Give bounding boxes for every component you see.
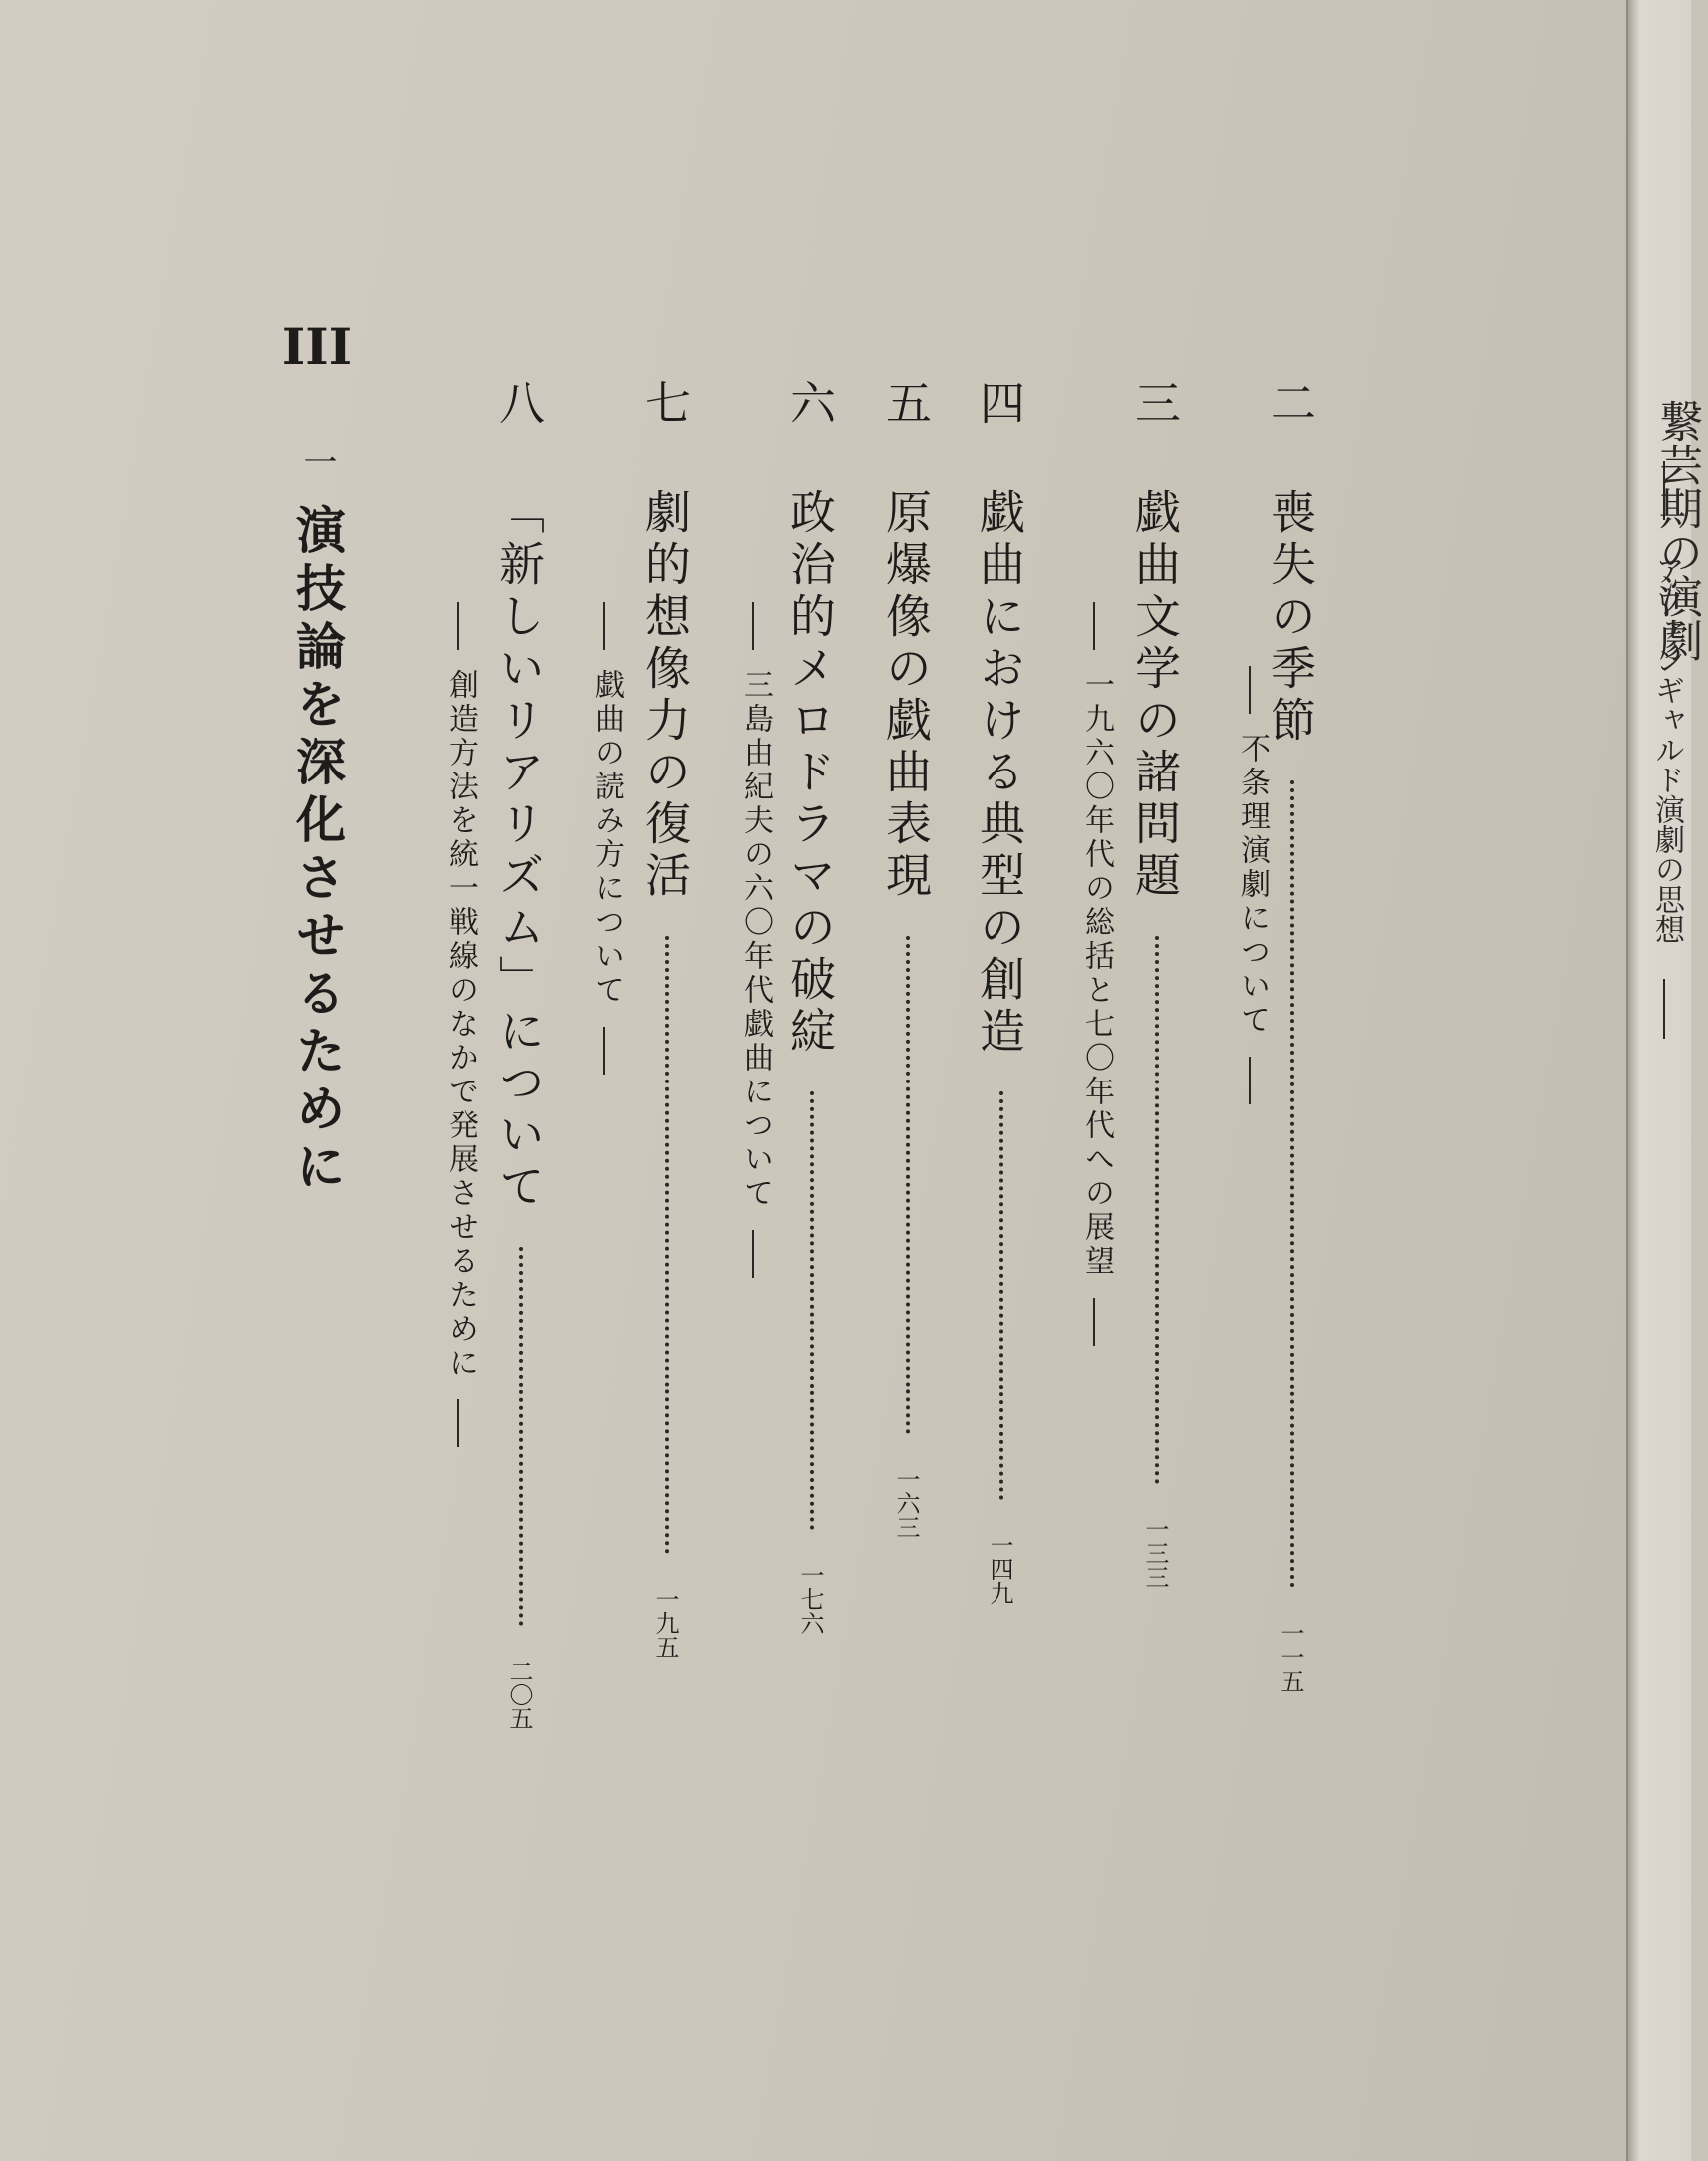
- entry-number: 六: [783, 379, 837, 425]
- entry-subtitle: 三島由紀夫の六〇年代戯曲について: [738, 669, 773, 1211]
- dash: [1249, 666, 1255, 714]
- leader-dots: [906, 936, 916, 1434]
- next-page-subtitle-text: アヴァンギャルド演劇の思想: [1649, 555, 1684, 944]
- entry-subtitle: 創造方法を統一戦線のなかで発展させるために: [443, 669, 478, 1381]
- dash: [1093, 602, 1099, 650]
- part-roman-numeral: III: [281, 317, 353, 376]
- page-number: 二〇五: [505, 1659, 533, 1730]
- toc-subtitle-8: [438, 602, 482, 1447]
- toc-subtitle-2: [1230, 666, 1274, 1104]
- toc-entry-6: [777, 379, 843, 1635]
- entry-title: 劇的想像力の復活: [638, 488, 692, 903]
- page-number: 一三三: [1141, 1517, 1169, 1589]
- part-title: 演技論を深化させるために: [288, 504, 347, 1198]
- dash: [752, 602, 758, 650]
- page-number: 一六三: [892, 1467, 920, 1539]
- entry-number: 八: [492, 379, 546, 425]
- dash: [603, 1027, 609, 1075]
- dash: [1249, 1057, 1255, 1104]
- toc-subtitle-3: [1074, 602, 1118, 1346]
- toc-subtitle-7: [584, 602, 628, 1075]
- dash: [1663, 461, 1669, 520]
- dash: [603, 602, 609, 650]
- entry-title: 喪失の季節: [1264, 488, 1317, 748]
- dash: [457, 1399, 463, 1447]
- page-number: 一四九: [986, 1533, 1013, 1605]
- leader-dots: [810, 1091, 820, 1530]
- part-heading: [281, 317, 353, 1198]
- toc-entry-8: [486, 379, 552, 1730]
- entry-title: 戯曲における典型の創造: [973, 488, 1026, 1059]
- toc-entry-4: [967, 379, 1032, 1605]
- entry-number: 四: [973, 379, 1026, 425]
- next-page-edge: [1626, 0, 1691, 2161]
- entry-subtitle: 戯曲の読み方について: [589, 669, 624, 1008]
- next-page-title-fragment: 繋芸期の演劇: [1651, 399, 1702, 662]
- entry-number: 七: [638, 379, 692, 425]
- entry-number: 二: [1264, 379, 1317, 425]
- page-number: 一一五: [1277, 1621, 1304, 1693]
- entry-number: 五: [879, 379, 933, 425]
- toc-entry-3: [1122, 379, 1188, 1589]
- toc-entry-5: [873, 379, 939, 1539]
- entry-subtitle: 一九六〇年代の総括と七〇年代への展望: [1079, 669, 1114, 1279]
- entry-title: 「新しいリアリズム」について: [492, 488, 546, 1214]
- entry-number: 三: [1128, 379, 1182, 425]
- entry-title: 政治的メロドラマの破綻: [783, 488, 837, 1059]
- dash: [752, 1230, 758, 1278]
- entry-title: 戯曲文学の諸問題: [1128, 488, 1182, 903]
- leader-dots: [999, 1091, 1009, 1500]
- part-number: 一: [297, 444, 337, 485]
- leader-dots: [1290, 780, 1300, 1588]
- next-page-subtitle: [1644, 461, 1688, 1039]
- dash: [457, 602, 463, 650]
- page-number: 一七六: [796, 1563, 824, 1635]
- leader-dots: [1155, 936, 1165, 1484]
- leader-dots: [519, 1247, 529, 1626]
- dash: [1663, 979, 1669, 1039]
- dash: [1093, 1298, 1099, 1346]
- entry-subtitle: 不条理演劇について: [1235, 733, 1270, 1038]
- leader-dots: [665, 936, 675, 1554]
- toc-entry-7: [632, 379, 698, 1659]
- page-number: 一九五: [651, 1587, 679, 1659]
- toc-subtitle-6: [733, 602, 777, 1278]
- entry-title: 原爆像の戯曲表現: [879, 488, 933, 903]
